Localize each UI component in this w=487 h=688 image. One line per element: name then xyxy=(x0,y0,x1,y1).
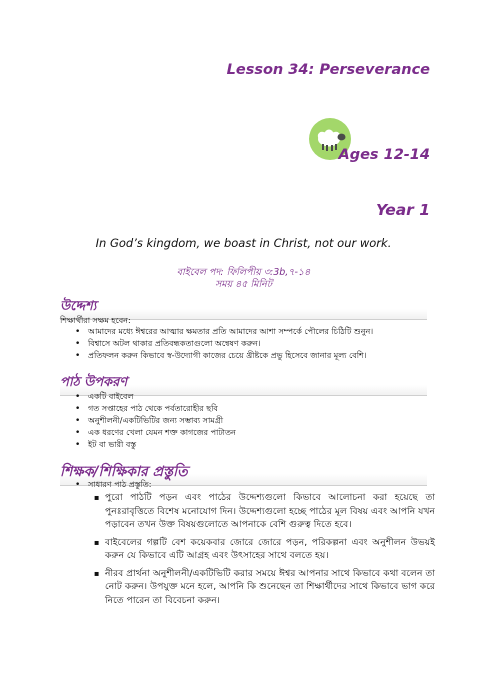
ages-label: Ages 12-14 xyxy=(338,147,430,163)
list-item: • একটি বাইবেল xyxy=(88,391,236,403)
year-label: Year 1 xyxy=(375,201,430,219)
teacher-preparation-heading: শিক্ষক/শিক্ষিকার প্রস্তুতি xyxy=(60,460,427,486)
lesson-duration: সময় ৪৫ মিনিট xyxy=(214,279,273,290)
list-item: ▪ পুরো পাঠটি পড়ন এবং পাঠের উদ্দেশ্যগুলো কিভাবে আলোচনা করা হয়েছে তা পুনঃরাবৃত্তিতে বিশেষ মনোযোগ দিন। উদ্দেশ্যগুলো হচ্ছে পাঠের মূল বিষয় এবং আপনি যখন পড়াবেন তখন উক্ত বিষয়গুলোতে আপনাকে বেশি গুরুত্ব দিতে হবে। xyxy=(105,491,435,532)
list-item: • বিশ্বাসে অটল থাকার প্রতিবন্ধকতাগুলো অন্বেষণ করুন। xyxy=(88,338,373,350)
list-item: • অনুশীলনী/একটিভিটির জন্য সম্ভাব্য সামগ্রী xyxy=(88,415,236,427)
objectives-heading: উদ্দেশ্য xyxy=(60,297,427,320)
materials-heading: পাঠ উপকরণ xyxy=(60,373,427,396)
preparation-list xyxy=(88,479,151,491)
list-item: • এক ধরণের খেলা যেমন শক্ত কাগজের পাটাতন xyxy=(88,427,236,439)
objectives-intro: শিক্ষার্থীরা সক্ষম হবেন: xyxy=(60,316,131,325)
materials-list xyxy=(88,391,236,451)
list-item: ▪ নীরব প্রার্থনা অনুশীলনী/একটিভিটি করার সময়ে ঈশ্বর আপনার সাথে কিভাবে কথা বলেন তা নোট করুন। উপযুক্ত মনে হলে, আপনি কি শুনেছেন তা শিক্ষার্থীদের সাথে কিভাবে ভাগ করে নিতে পারেন তা বিবেচনা করুন। xyxy=(105,567,435,608)
lesson-title: Lesson 34: Perseverance xyxy=(226,62,430,78)
list-item: ▪ বাইবেলের গল্পটি বেশ কয়েকবার জোরে জোরে পড়ন, পরিকল্পনা এবং অনুশীলন উভয়ই করুন যে কিভাবে এটি আগ্রহ এবং উৎসাহের সাথে বলতে হয়। xyxy=(105,536,435,563)
list-item: • ইট বা ভারী বস্তু xyxy=(88,439,236,451)
objectives-list xyxy=(88,326,373,362)
list-item: • প্রতিফলন করুন কিভাবে স্ব-উদ্যোগী কাজের চেয়ে খ্রীষ্টকে প্রভু হিসেবে জানার মূল্য বেশি। xyxy=(88,350,373,362)
preparation-steps xyxy=(105,491,435,611)
list-item: • গত সপ্তাহের পাঠ থেকে পর্বতারোহীর ছবি xyxy=(88,403,236,415)
list-item: • আমাদের মধ্যে ঈশ্বরের আত্মার ক্ষমতার প্রতি আমাদের আশা সম্পর্কে পৌলের চিঠিটি শুনুন। xyxy=(88,326,373,338)
lesson-theme: In God’s kingdom, we boast in Christ, not our work. xyxy=(95,236,392,250)
bible-verse: বাইবেল পদ: ফিলিপীয় ৩:3b,৭-১৪ xyxy=(176,267,311,278)
general-preparation-label: • সাধারণ পাঠ প্রস্তুতি: xyxy=(88,479,151,491)
